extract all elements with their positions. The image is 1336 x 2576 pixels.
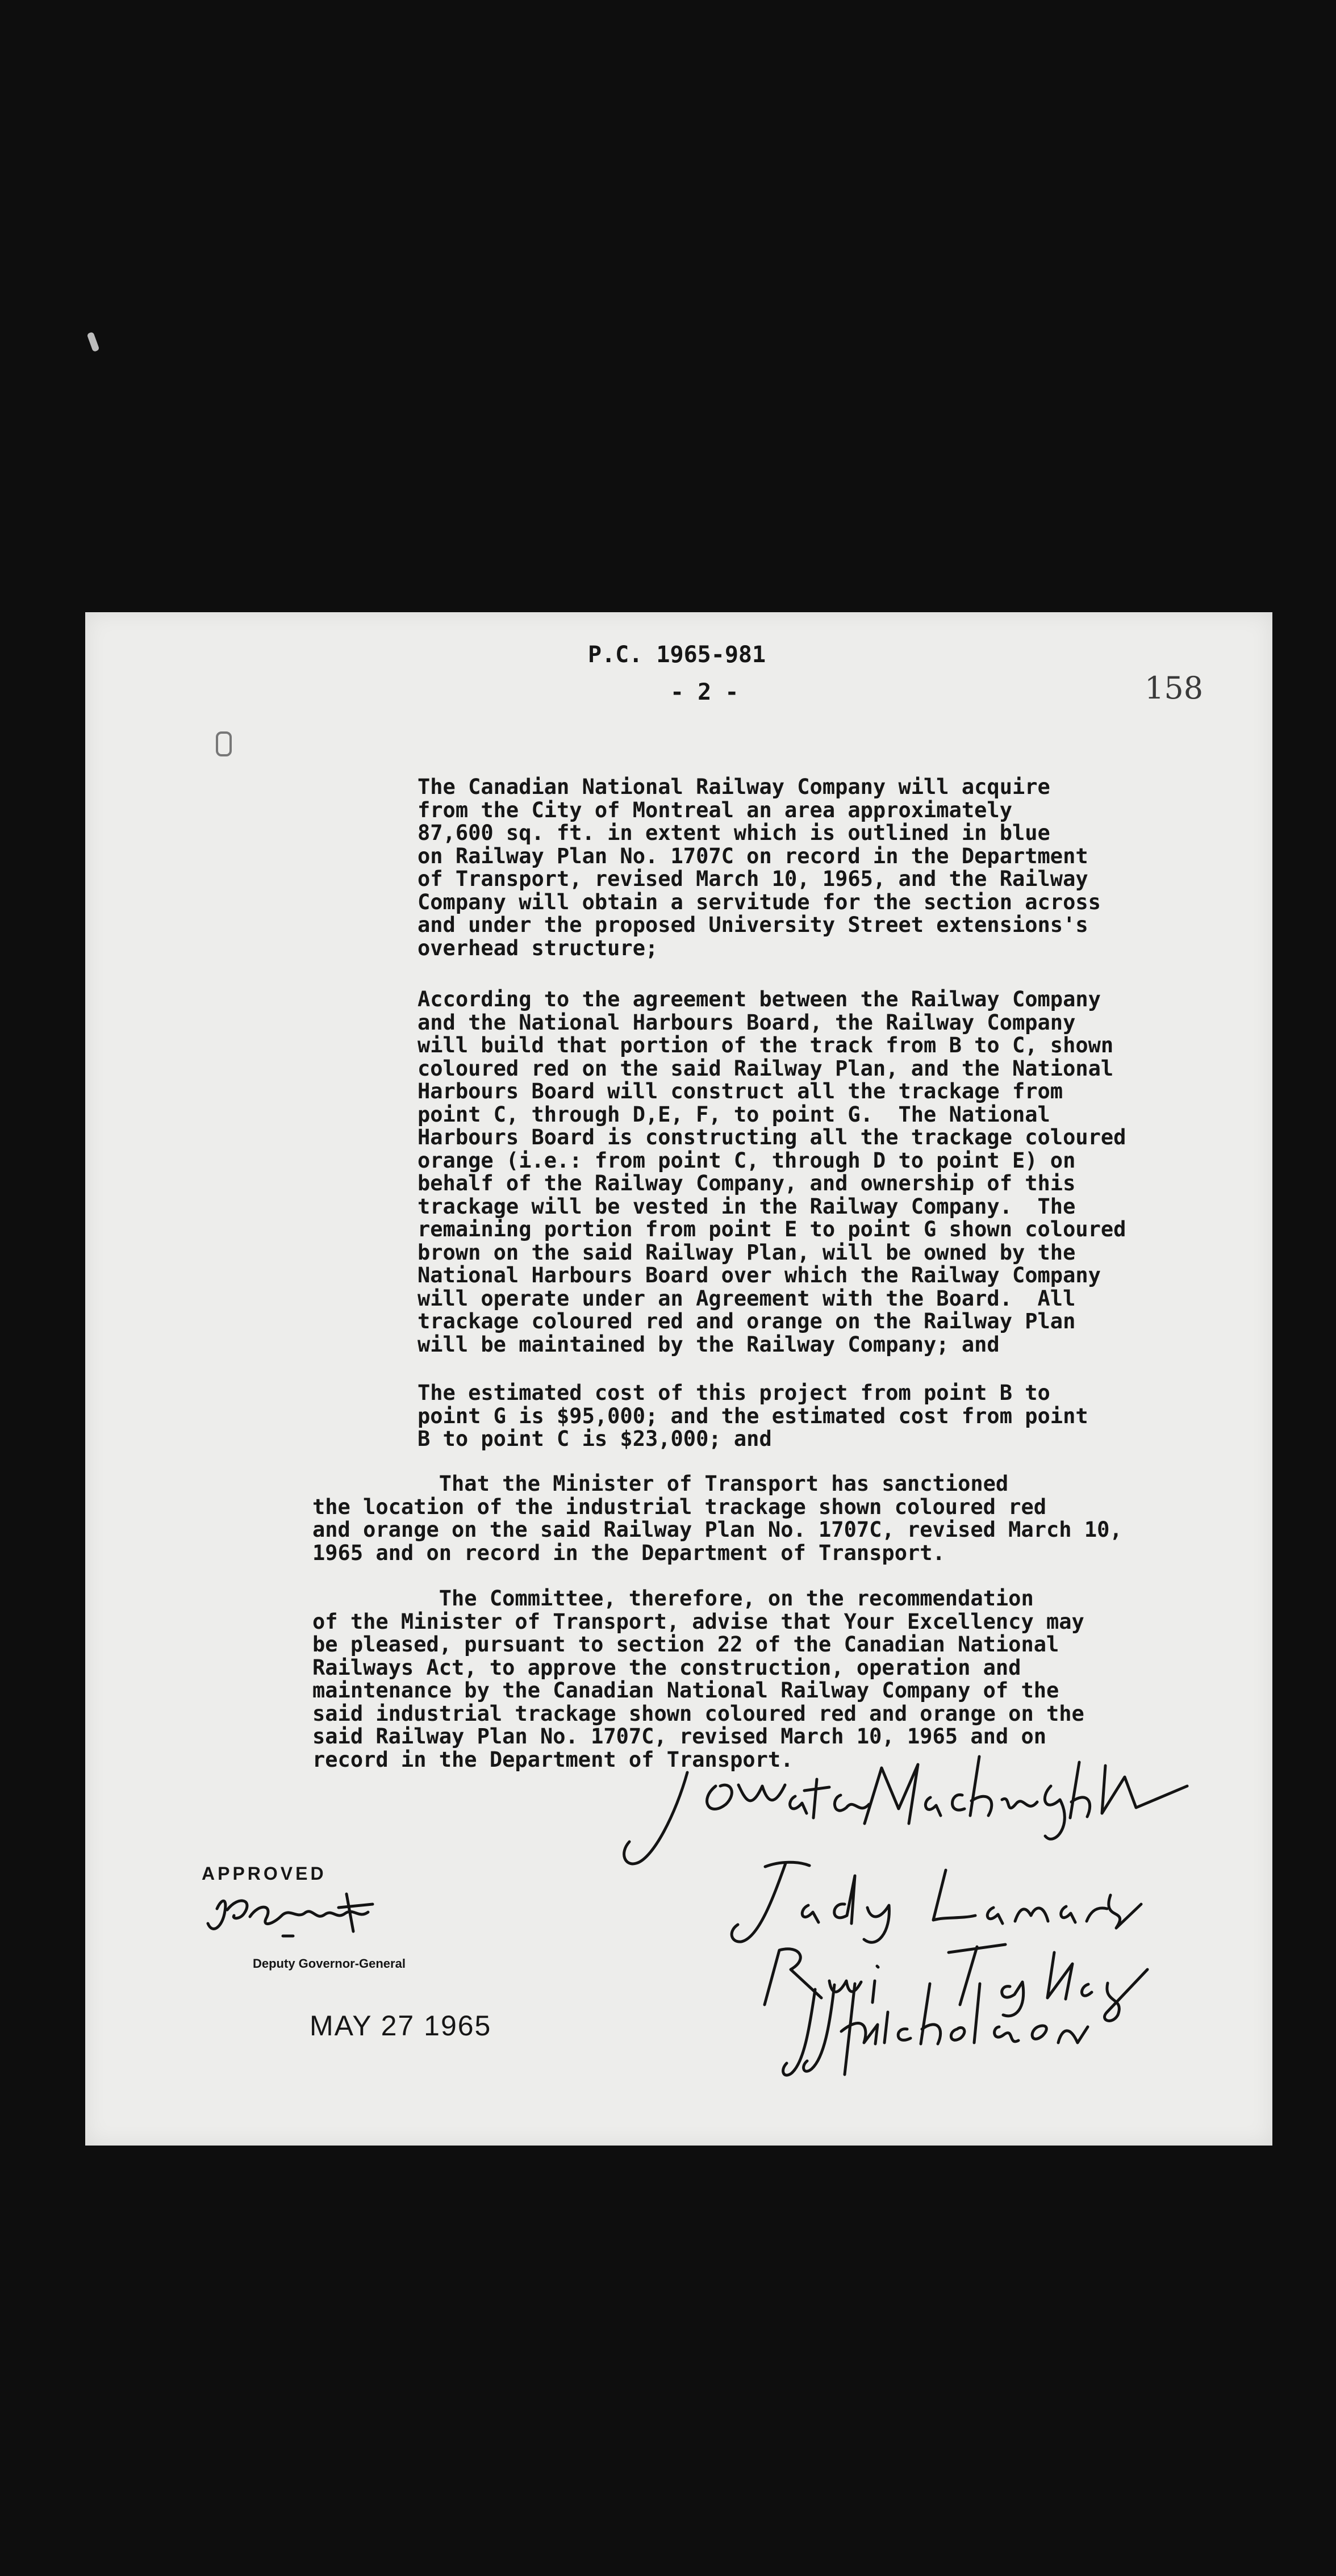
page-number: - 2 -	[670, 679, 739, 705]
paragraph-recommendation: The Committee, therefore, on the recommendation of the Minister of Transport, advise that Your Excellency may be pleased, pursuant to section 22 of the Canadian National Railways Act, to approve the construction, operation and maintenance by the Canadian National Railway Company of the said industrial trackage shown coloured red and orange on the said Railway Plan No. 1707C, revised March 10, 1965 and on record in the Department of Transport.	[312, 1586, 1084, 1772]
paragraph-agreement: According to the agreement between the Railway Company and the National Harbours Board, the Railway Company will build that portion of the track from B to C, shown coloured red on the said Railway Plan, and the National Harbours Board will construct all the trackage from point C, through D,E, F, to point G. The National Harbours Board is constructing all the trackage coloured orange (i.e.: from point C, through D to point E) on behalf of the Railway Company, and ownership of this trackage will be vested in the Railway Company. The remaining portion from point E to point G shown coloured brown on the said Railway Plan, will be owned by the National Harbours Board over which the Railway Company will operate under an Agreement with the Board. All trackage coloured red and orange on the Railway Plan will be maintained by the Railway Company; and	[418, 987, 1126, 1357]
punch-hole	[216, 731, 232, 756]
paragraph-land-acquisition: The Canadian National Railway Company will acquire from the City of Montreal an area approximately 87,600 sq. ft. in extent which is outlined in blue on Railway Plan No. 1707C on record in the Department of Transport, revised March 10, 1965, and the Railway Company will obtain a servitude for the section across and under the proposed University Street extensions's overhead structure;	[418, 775, 1101, 960]
paragraph-sanction: That the Minister of Transport has sanctioned the location of the industrial trackage shown coloured red and orange on the said Railway Plan No. 1707C, revised March 10, 1965 and on record in the Department of Transport.	[312, 1471, 1122, 1565]
film-speck	[87, 332, 100, 352]
approval-date: MAY 27 1965	[310, 2010, 492, 2042]
approved-label: APPROVED	[202, 1863, 327, 1884]
order-reference: P.C. 1965-981	[588, 642, 766, 668]
minister-signature-nicholson	[781, 1972, 1099, 2086]
deputy-governor-general-label: Deputy Governor-General	[253, 1956, 406, 1971]
document-page	[85, 612, 1272, 2146]
stamped-page-number: 158	[1145, 670, 1204, 706]
governor-signature	[204, 1887, 386, 1950]
paragraph-estimated-cost: The estimated cost of this project from point B to point G is $95,000; and the estimated cost from point B to point C is $23,000; and	[418, 1381, 1088, 1451]
